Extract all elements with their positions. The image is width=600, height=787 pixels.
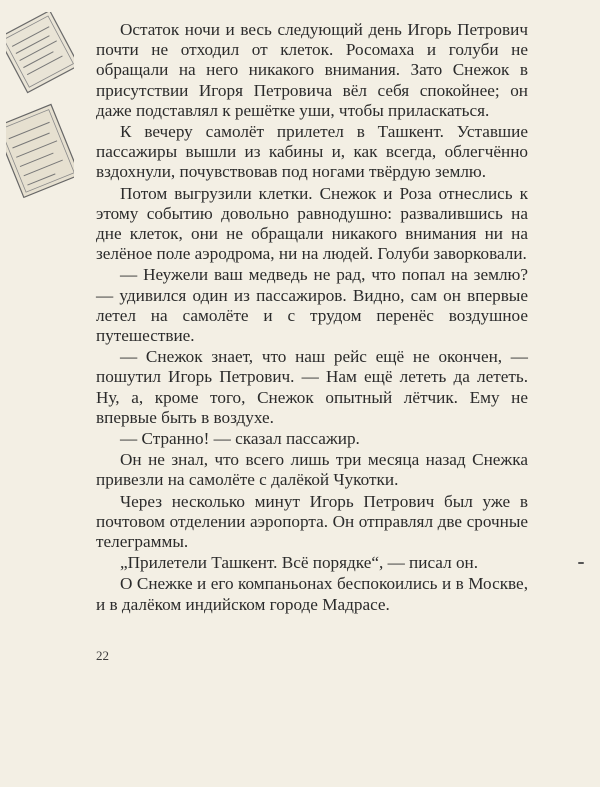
body-text (96, 20, 528, 616)
ink-speck (578, 562, 584, 564)
paragraph: — Странно! — сказал пассажир. (120, 429, 360, 449)
paragraph: Через несколько минут Игорь Петрович был уже в почтовом отделении аэропорта. Он отправлял две срочные телеграммы. (96, 491, 528, 552)
paragraph: Потом выгрузили клетки. Снежок и Роза отнеслись к этому событию довольно равнодушно: развалившись на дне клеток, они не обращали никакого внимания ни на зелёное поле аэродрома, ни на людей. Голуби заворковали. (96, 183, 528, 264)
paragraph: О Снежке и его компаньонах беспокоились и в Москве, и в далёком индийском городе Мадрасе. (96, 574, 528, 614)
paragraph: „Прилетели Ташкент. Всё порядке“, — писал он. (120, 553, 479, 573)
paragraph: Он не знал, что всего лишь три месяца назад Снежка привезли на самолёте с далёкой Чукотки. (96, 450, 528, 490)
paragraph: — Неужели ваш медведь не рад, что попал на землю? — удивился один из пассажиров. Видно, сам он впервые летел на самолёте и с трудом перенёс воздушное путешествие. (96, 265, 528, 346)
page-number: 22 (96, 648, 109, 663)
paragraph: Остаток ночи и весь следующий день Игорь Петрович почти не отходил от клеток. Росомаха и голуби не обращали на него никакого внимания. Зато Снежок в присутствии Игоря Петровича вёл себя спокойнее; он даже подставлял к решётке уши, чтобы приласкаться. (96, 20, 528, 120)
library-stamp-mark (6, 12, 74, 202)
paragraph: К вечеру самолёт прилетел в Ташкент. Уставшие пассажиры вышли из кабины и, как всегда, облегчённо вздохнули, почувствовав под ногами твёрдую землю. (96, 122, 528, 182)
paragraph: — Снежок знает, что наш рейс ещё не окончен, — пошутил Игорь Петрович. — Нам ещё лететь да лететь. Ну, а, кроме того, Снежок опытный лётчик. Ему не впервые быть в воздухе. (96, 347, 528, 427)
